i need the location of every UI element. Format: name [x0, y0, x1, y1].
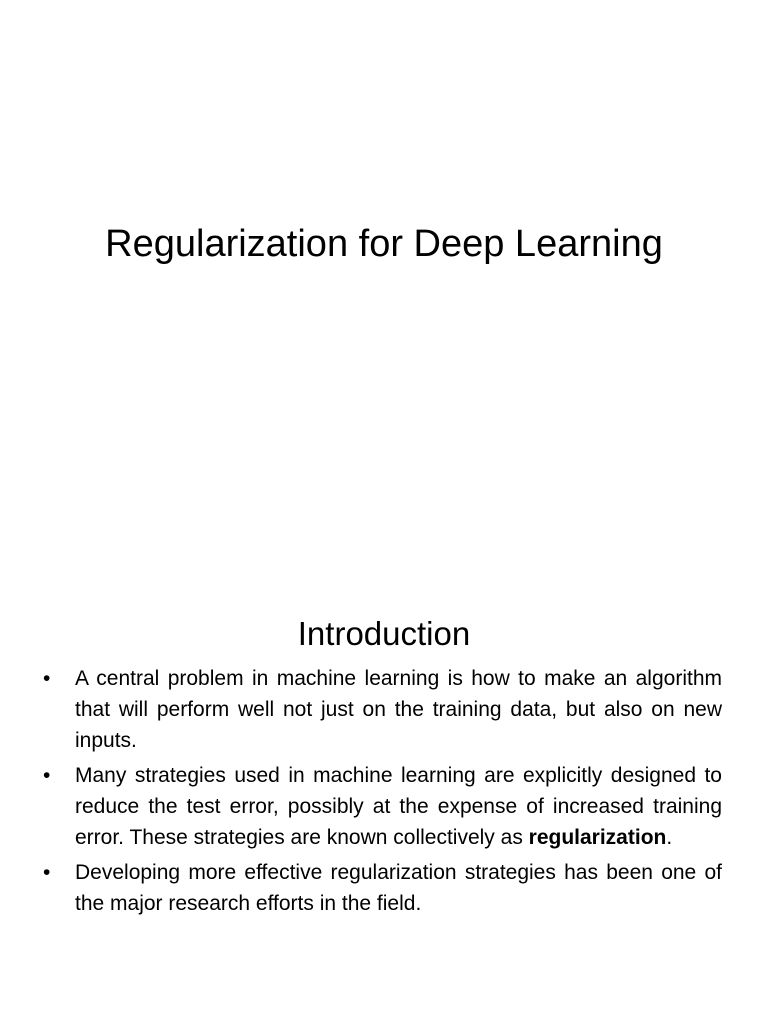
bullet-bold-term: regularization	[528, 826, 667, 849]
bullet-dot-icon: •	[43, 764, 51, 787]
bullet-item-2	[40, 760, 722, 853]
bullet-text-2: Many strategies used in machine learning are explicitly designed to reduce the test error, possibly at the expense of increased training error. These strategies are known collectively as	[75, 764, 722, 849]
bullet-item-3	[40, 857, 722, 919]
bullet-list	[40, 663, 722, 923]
bullet-dot-icon: •	[43, 667, 51, 690]
bullet-text-2-end: .	[666, 826, 673, 849]
bullet-text-1: A central problem in machine learning is how to make an algorithm that will perform well not just on the training data, but also on new inputs.	[75, 667, 722, 752]
bullet-dot-icon: •	[43, 861, 51, 884]
section-heading: Introduction	[297, 615, 471, 652]
slide-title: Regularization for Deep Learning	[105, 223, 663, 265]
bullet-item-1	[40, 663, 722, 756]
bullet-text-3: Developing more effective regularization strategies has been one of the major research efforts in the field.	[75, 861, 722, 915]
